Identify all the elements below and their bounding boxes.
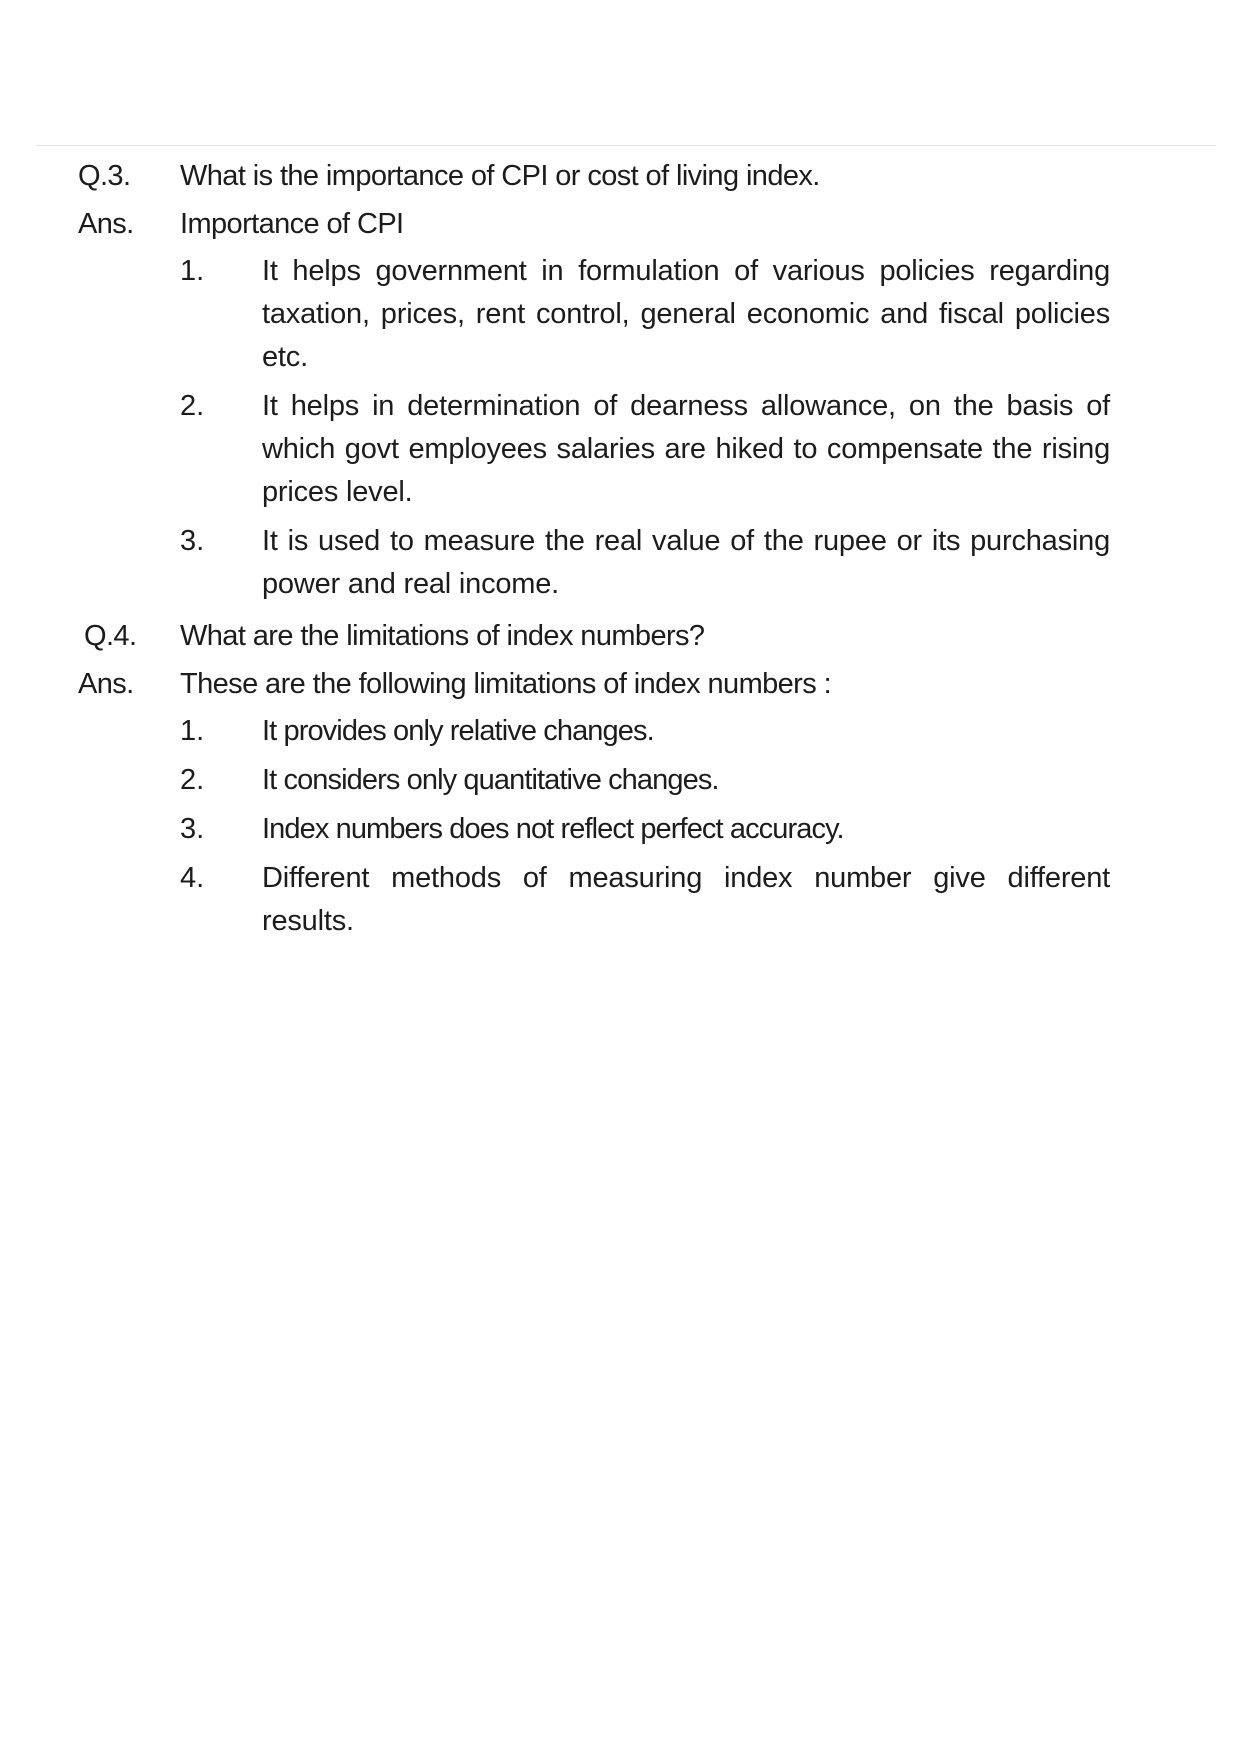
list-item-number: 1. bbox=[180, 255, 205, 287]
answer-3-label: Ans. bbox=[78, 208, 134, 240]
answer-3-title: Importance of CPI bbox=[180, 208, 404, 240]
list-item bbox=[0, 808, 1240, 851]
list-item bbox=[0, 857, 1240, 943]
list-item-number: 1. bbox=[180, 715, 205, 747]
list-item bbox=[0, 710, 1240, 753]
list-item-number: 2. bbox=[180, 390, 205, 422]
document-body bbox=[0, 152, 1240, 949]
list-item-number: 2. bbox=[180, 764, 205, 796]
list-item bbox=[0, 250, 1240, 379]
answer-4 bbox=[0, 660, 1240, 708]
list-item bbox=[0, 385, 1240, 514]
answer-4-list bbox=[0, 710, 1240, 943]
question-3 bbox=[0, 152, 1240, 200]
question-4 bbox=[0, 612, 1240, 660]
answer-3 bbox=[0, 200, 1240, 248]
list-item-number: 3. bbox=[180, 813, 205, 845]
question-3-label: Q.3. bbox=[78, 160, 131, 192]
list-item-text: It helps in determination of dearness allowance, on the basis of which govt employees salaries are hiked to compensate the rising prices level. bbox=[262, 390, 1110, 508]
question-4-label: Q.4. bbox=[84, 620, 137, 652]
list-item-text: It helps government in formulation of various policies regarding taxation, prices, rent control, general economic and fiscal policies etc. bbox=[262, 255, 1110, 373]
list-item-text: It considers only quantitative changes. bbox=[262, 764, 719, 796]
list-item-text: Index numbers does not reflect perfect accuracy. bbox=[262, 813, 844, 845]
list-item-text: Different methods of measuring index number give different results. bbox=[262, 862, 1110, 937]
list-item-text: It provides only relative changes. bbox=[262, 715, 654, 747]
list-item bbox=[0, 759, 1240, 802]
list-item bbox=[0, 520, 1240, 606]
list-item-number: 3. bbox=[180, 525, 205, 557]
top-rule bbox=[36, 145, 1216, 146]
question-4-text: What are the limitations of index numbers? bbox=[180, 620, 705, 652]
question-3-text: What is the importance of CPI or cost of living index. bbox=[180, 160, 820, 192]
answer-3-list bbox=[0, 250, 1240, 606]
list-item-text: It is used to measure the real value of the rupee or its purchasing power and real income. bbox=[262, 525, 1110, 600]
answer-4-title: These are the following limitations of index numbers : bbox=[180, 668, 832, 700]
answer-4-label: Ans. bbox=[78, 668, 134, 700]
list-item-number: 4. bbox=[180, 862, 205, 894]
